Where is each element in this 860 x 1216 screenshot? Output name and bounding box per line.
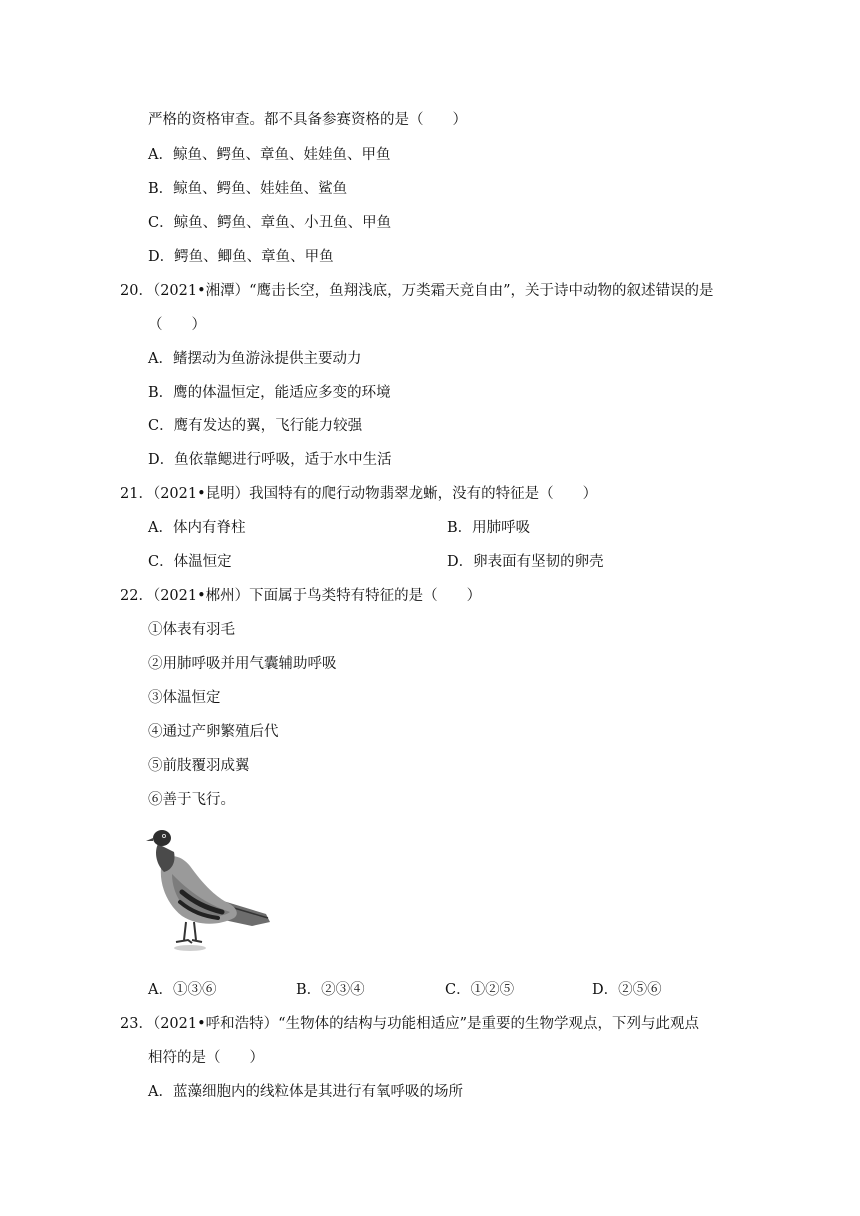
- q20-stem: 20．（2021•湘潭）“鹰击长空，鱼翔浅底，万类霜天竞自由”，关于诗中动物的叙述错误的是: [120, 283, 714, 299]
- q22-stem: 22．（2021•郴州）下面属于鸟类特有特征的是（ ）: [120, 588, 482, 604]
- q21-option-d: D．卵表面有坚韧的卵壳: [447, 554, 604, 570]
- q20-option-a: A．鳍摆动为鱼游泳提供主要动力: [148, 351, 362, 367]
- q22-option-d: D．②⑤⑥: [592, 982, 662, 998]
- q21-stem: 21．（2021•昆明）我国特有的爬行动物翡翠龙蜥，没有的特征是（ ）: [120, 486, 598, 502]
- q22-item-2: ②用肺呼吸并用气囊辅助呼吸: [148, 656, 337, 672]
- q19-option-d: D．鳄鱼、鲫鱼、章鱼、甲鱼: [148, 249, 334, 265]
- q22-item-3: ③体温恒定: [148, 690, 221, 706]
- q19-option-a: A．鲸鱼、鳄鱼、章鱼、娃娃鱼、甲鱼: [148, 147, 391, 163]
- q20-answer-paren: （ ）: [148, 317, 206, 333]
- q22-item-1: ①体表有羽毛: [148, 622, 235, 638]
- q22-option-b: B．②③④: [296, 982, 365, 998]
- q19-option-b: B．鲸鱼、鳄鱼、娃娃鱼、鲨鱼: [148, 181, 348, 197]
- q22-item-6: ⑥善于飞行。: [148, 792, 235, 808]
- pigeon-image: [142, 822, 276, 958]
- q20-option-b: B．鹰的体温恒定，能适应多变的环境: [148, 385, 391, 401]
- q20-option-c: C．鹰有发达的翼，飞行能力较强: [148, 418, 363, 434]
- q19-stem-tail: 严格的资格审查。都不具备参赛资格的是（ ）: [148, 112, 467, 128]
- q23-stem: 23．（2021•呼和浩特）“生物体的结构与功能相适应”是重要的生物学观点，下列与此观点: [120, 1016, 699, 1032]
- q22-option-a: A．①③⑥: [148, 982, 217, 998]
- q23-stem-continued: 相符的是（ ）: [148, 1050, 264, 1066]
- q22-option-c: C．①②⑤: [445, 982, 515, 998]
- q21-option-a: A．体内有脊柱: [148, 520, 246, 536]
- q21-option-b: B．用肺呼吸: [447, 520, 531, 536]
- q22-item-4: ④通过产卵繁殖后代: [148, 724, 279, 740]
- q21-option-c: C．体温恒定: [148, 554, 232, 570]
- q22-item-5: ⑤前肢覆羽成翼: [148, 758, 250, 774]
- q20-option-d: D．鱼依靠鳃进行呼吸，适于水中生活: [148, 452, 392, 468]
- q19-option-c: C．鲸鱼、鳄鱼、章鱼、小丑鱼、甲鱼: [148, 215, 392, 231]
- q23-option-a: A．蓝藻细胞内的线粒体是其进行有氧呼吸的场所: [148, 1084, 463, 1100]
